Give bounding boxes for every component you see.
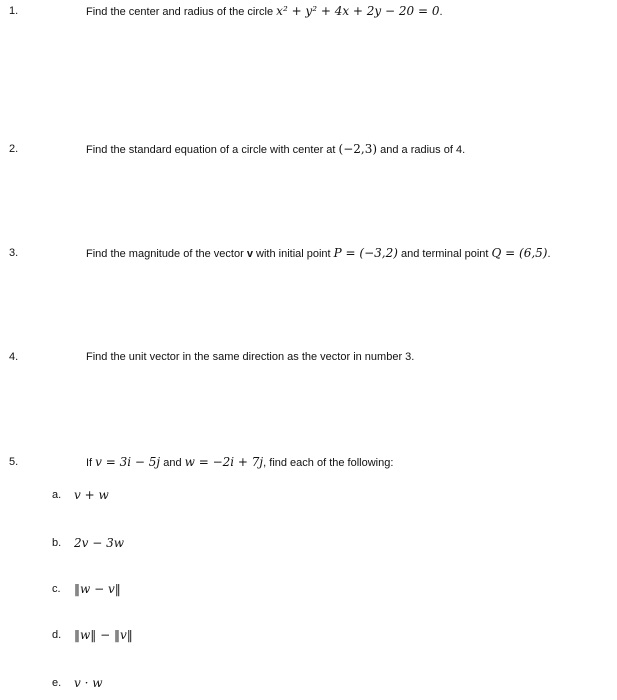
problem-3-text — [86, 246, 551, 261]
problem-2-text — [86, 142, 465, 157]
problem-5-text — [86, 455, 393, 470]
subpart-a-expression: v + w — [74, 488, 109, 502]
problem-3-vector-v: v — [246, 248, 253, 260]
problem-5-text-before: If — [86, 457, 96, 469]
subpart-c-expression: ‖w − v‖ — [74, 582, 121, 596]
problem-1-equation: x² + y² + 4x + 2y − 20 = 0 — [276, 4, 440, 18]
subpart-c-letter: c. — [52, 583, 61, 595]
problem-5-vector-w: w = −2i + 7j — [184, 455, 264, 469]
problem-1-text-after: . — [439, 6, 443, 18]
subpart-a-letter: a. — [52, 489, 62, 501]
problem-2-center: (−2,3) — [338, 142, 378, 156]
problem-3-initial-point: P = (−3,2) — [333, 246, 398, 260]
problem-3-text-b: with initial point — [252, 248, 334, 260]
problem-3-terminal-point: Q = (6,5) — [491, 246, 548, 260]
problem-3-text-d: . — [547, 248, 551, 260]
problem-2-text-after: and a radius of 4. — [377, 144, 466, 156]
problem-3-number: 3. — [9, 247, 19, 259]
subpart-e-letter: e. — [52, 677, 62, 689]
problem-4-number: 4. — [9, 351, 19, 363]
subpart-e-expression: v · w — [74, 676, 103, 690]
problem-5-text-after: , find each of the following: — [263, 457, 394, 469]
problem-3-text-a: Find the magnitude of the vector — [86, 248, 247, 260]
problem-1-number: 1. — [9, 5, 19, 17]
problem-3-text-c: and terminal point — [397, 248, 492, 260]
problem-1-text — [86, 4, 443, 19]
subpart-d-expression: ‖w‖ − ‖v‖ — [74, 628, 133, 642]
problem-5-number: 5. — [9, 456, 19, 468]
problem-1-text-before: Find the center and radius of the circle — [86, 6, 277, 18]
subpart-d-letter: d. — [52, 629, 62, 641]
problem-4-text: Find the unit vector in the same direction as the vector in number 3. — [86, 351, 415, 363]
subpart-b-expression: 2v − 3w — [74, 536, 125, 550]
subpart-b-letter: b. — [52, 537, 62, 549]
problem-5-vector-v: v = 3i − 5j — [95, 455, 161, 469]
problem-2-number: 2. — [9, 143, 19, 155]
problem-5-text-mid: and — [160, 457, 185, 469]
problem-2-text-before: Find the standard equation of a circle with center at — [86, 144, 339, 156]
